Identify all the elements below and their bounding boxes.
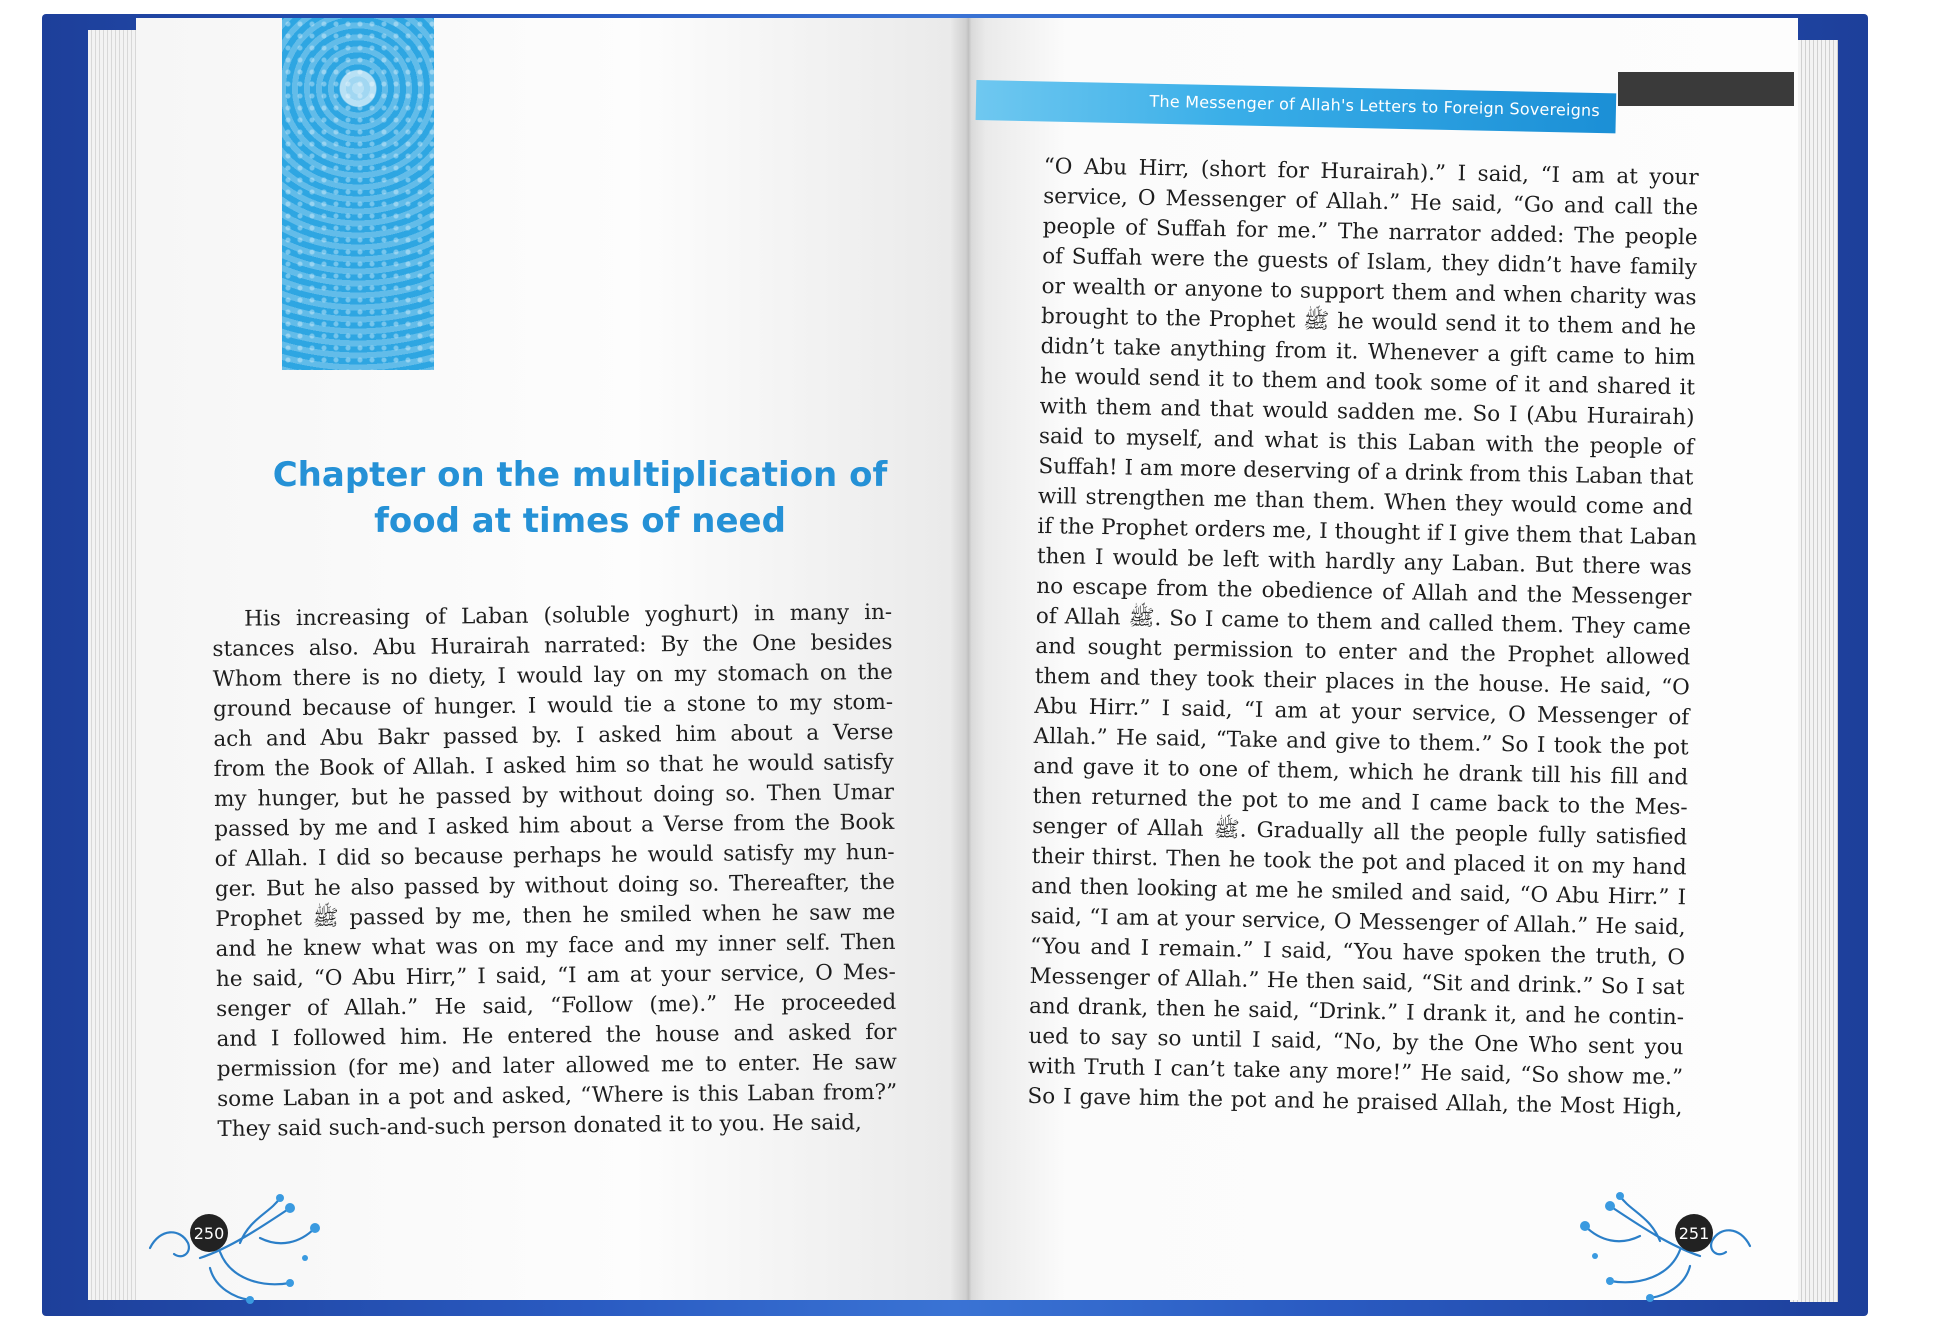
text-line: no escape from the obedience of Allah and the Messenger — [1036, 573, 1692, 611]
text-line: of Allah. I did so because perhaps he would satisfy my hun- — [214, 839, 895, 872]
text-line: Suffah! I am more deserving of a drink from this Laban that — [1038, 453, 1694, 491]
text-line: His increasing of Laban (soluble yoghurt) in many in- — [244, 599, 893, 632]
text-line: ground because of hunger. I would tie a stone to my stom- — [212, 689, 894, 722]
text-line: permission (for me) and later allowed me to enter. He saw — [216, 1049, 897, 1082]
text-line: then returned the pot to me and I came back to the Mes- — [1032, 783, 1688, 821]
text-line: with Truth I can’t take any more!” He said, “So show me.” — [1027, 1053, 1684, 1091]
text-line: with them and that would sadden me. So I (Abu Hurairah) — [1039, 393, 1695, 431]
text-line: said to myself, and what is this Laban with the people of — [1038, 423, 1695, 461]
text-line: didn’t take anything from it. Whenever a gift came to him — [1040, 333, 1696, 371]
book-gutter — [950, 18, 986, 1300]
text-line: and he knew what was on my face and my inner self. Then — [215, 929, 896, 962]
text-line: service, O Messenger of Allah.” He said, “Go and call the — [1043, 183, 1699, 221]
text-line: and sought permission to enter and the Prophet allowed — [1035, 633, 1691, 671]
text-line: and drank, then he said, “Drink.” I drank it, and he contin- — [1028, 993, 1685, 1031]
text-line: them and they took their places in the house. He said, “O — [1034, 663, 1690, 701]
chapter-ornament-icon — [282, 18, 434, 370]
text-line: and then looking at me he smiled and said, “O Abu Hirr.” I — [1030, 873, 1687, 911]
text-line: and gave it to one of them, which he drank till his fill and — [1033, 753, 1689, 791]
text-line: ach and Abu Bakr passed by. I asked him about a Verse — [213, 719, 894, 752]
text-line: if the Prophet orders me, I thought if I give them that Laban — [1037, 513, 1698, 551]
text-line: “You and I remain.” I said, “You have spoken the truth, O — [1029, 933, 1686, 971]
right-floral-ornament-icon — [1570, 1186, 1760, 1306]
text-line: Whom there is no diety, I would lay on my stomach on the — [212, 659, 893, 692]
text-line: Messenger of Allah.” He then said, “Sit and drink.” So I sat — [1029, 963, 1685, 1001]
text-line: their thirst. Then he took the pot and placed it on my hand — [1031, 843, 1687, 881]
text-line: ued to say so until I said, “No, by the One Who sent you — [1028, 1023, 1684, 1061]
chapter-title-line: food at times of need — [374, 501, 786, 541]
text-line: people of Suffah for me.” The narrator added: The people — [1042, 213, 1698, 251]
text-line: then I would be left with hardly any Laban. But there was — [1036, 543, 1693, 581]
right-page-text — [1027, 152, 1699, 1123]
left-floral-ornament-icon — [140, 1188, 330, 1308]
page-number-left: 250 — [190, 1214, 228, 1252]
text-line: he said, “O Abu Hirr,” I said, “I am at your service, O Mes- — [215, 959, 897, 992]
text-line: Abu Hirr.” I said, “I am at your service, O Messenger of — [1034, 693, 1690, 731]
text-line: senger of Allah.” He said, “Follow (me).” He proceeded — [216, 989, 897, 1022]
chapter-title — [220, 452, 940, 544]
text-line: ger. But he also passed by without doing so. Thereafter, the — [214, 869, 896, 902]
text-line: of Suffah were the guests of Islam, they didn’t have family — [1041, 243, 1698, 281]
text-line: stances also. Abu Hurairah narrated: By the One besides — [212, 629, 893, 662]
text-line: passed by me and I asked him about a Verse from the Book — [214, 809, 895, 842]
text-line: of Allah ﷺ. So I came to them and called them. They came — [1035, 603, 1692, 641]
chapter-title-line: Chapter on the multiplication of — [272, 455, 888, 495]
text-line: brought to the Prophet ﷺ he would send it to them and he — [1040, 303, 1697, 341]
running-header-title: The Messenger of Allah's Letters to Foreign Sovereigns — [1149, 91, 1601, 121]
text-line: my hunger, but he passed by without doing so. Then Umar — [213, 779, 895, 812]
text-line: said, “I am at your service, O Messenger of Allah.” He said, — [1030, 903, 1686, 941]
text-line: and I followed him. He entered the house and asked for — [216, 1019, 897, 1052]
text-line: from the Book of Allah. I asked him so that he would satisfy — [213, 749, 894, 782]
text-line: They said such-and-such person donated it to you. He said, — [217, 1110, 862, 1142]
text-line: or wealth or anyone to support them and when charity was — [1041, 273, 1697, 311]
text-line: Allah.” He said, “Take and give to them.” So I took the pot — [1033, 723, 1689, 761]
left-page-text — [212, 598, 898, 1145]
text-line: Prophet ﷺ passed by me, then he smiled when he saw me — [215, 899, 896, 932]
text-line: will strengthen me than them. When they would come and — [1037, 483, 1694, 521]
text-line: “O Abu Hirr, (short for Hurairah).” I said, “I am at your — [1043, 153, 1699, 191]
text-line: some Laban in a pot and asked, “Where is this Laban from?” — [217, 1079, 898, 1112]
page-number-right: 251 — [1675, 1214, 1713, 1252]
text-line: So I gave him the pot and he praised Allah, the Most High, — [1027, 1083, 1683, 1121]
text-line: he would send it to them and took some of it and shared it — [1039, 363, 1696, 401]
header-dark-tab — [1618, 72, 1794, 106]
text-line: senger of Allah ﷺ. Gradually all the people fully satisfied — [1032, 813, 1688, 851]
